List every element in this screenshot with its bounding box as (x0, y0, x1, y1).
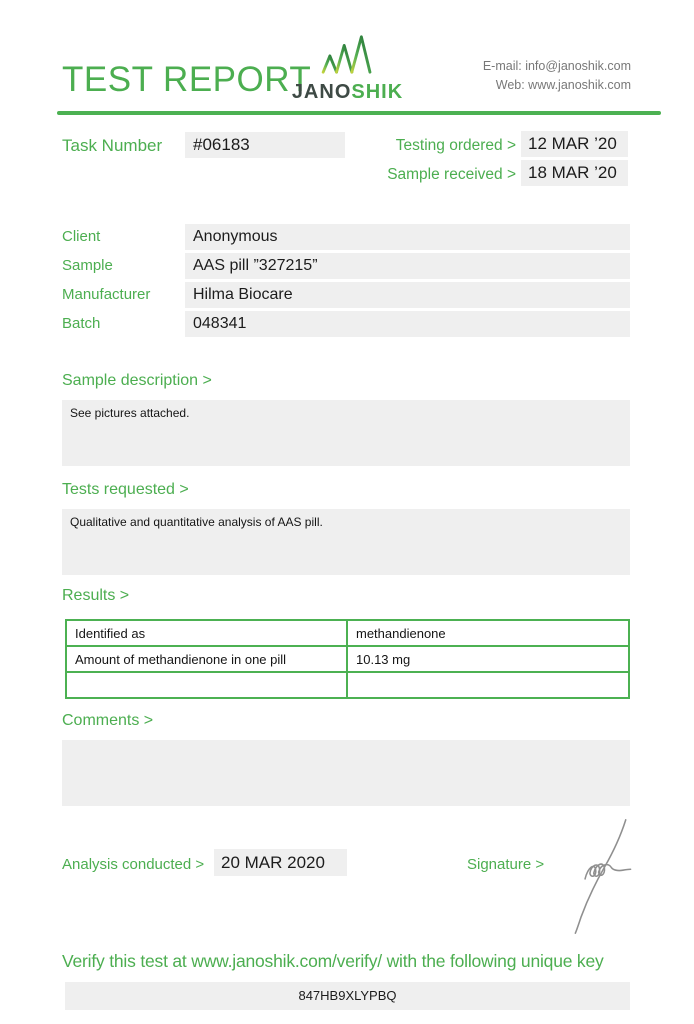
analysis-conducted-date: 20 MAR 2020 (214, 849, 347, 876)
client-value: Anonymous (185, 224, 630, 250)
client-label: Client (62, 228, 101, 245)
result-cell-identified-label: Identified as (66, 620, 347, 646)
results-heading: Results > (62, 587, 130, 604)
testing-ordered-value: 12 MAR ’20 (521, 131, 628, 157)
result-cell-identified-value: methandienone (347, 620, 629, 646)
manufacturer-value: Hilma Biocare (185, 282, 630, 308)
logo-wordmark (290, 81, 405, 104)
tests-requested-heading: Tests requested > (62, 481, 189, 498)
task-number-label: Task Number (62, 136, 163, 155)
comments-box (62, 740, 630, 806)
unique-key-value: 847HB9XLYPBQ (65, 982, 630, 1010)
info-row-client (62, 224, 630, 250)
contact-email: E-mail: info@janoshik.com (482, 59, 631, 73)
logo-text-green: SHIK (351, 81, 404, 103)
table-row (66, 620, 629, 646)
header-divider (57, 111, 661, 115)
result-cell-empty-label (66, 672, 347, 698)
logo (290, 33, 405, 104)
result-cell-empty-value (347, 672, 629, 698)
comments-heading: Comments > (62, 712, 154, 729)
sample-description-heading: Sample description > (62, 372, 212, 389)
contact-info (483, 57, 631, 95)
sample-received-value: 18 MAR ’20 (521, 160, 628, 186)
testing-ordered-label: Testing ordered > (395, 137, 516, 154)
analysis-conducted-label: Analysis conducted > (62, 856, 205, 873)
task-number-value: #06183 (185, 132, 345, 158)
result-cell-amount-label: Amount of methandienone in one pill (66, 646, 347, 672)
table-row (66, 672, 629, 698)
batch-value: 048341 (185, 311, 630, 337)
info-row-manufacturer (62, 282, 630, 308)
table-row (66, 646, 629, 672)
info-row-sample (62, 253, 630, 279)
logo-text-dark: JANO (291, 81, 352, 103)
batch-label: Batch (62, 315, 101, 332)
verify-instruction: Verify this test at www.janoshik.com/verify/ with the following unique key (62, 951, 604, 971)
manufacturer-label: Manufacturer (62, 286, 151, 303)
sample-received-label: Sample received > (387, 166, 516, 183)
info-rows (62, 224, 630, 337)
results-table (65, 619, 630, 699)
tests-requested-box: Qualitative and quantitative analysis of AAS pill. (62, 509, 630, 575)
sample-description-box: See pictures attached. (62, 400, 630, 466)
page-title: TEST REPORT (62, 60, 312, 99)
contact-web: Web: www.janoshik.com (495, 77, 631, 92)
signature-label: Signature > (467, 856, 545, 873)
ascending-chart-peaks-icon (317, 62, 379, 79)
info-row-batch (62, 311, 630, 337)
result-cell-amount-value: 10.13 mg (347, 646, 629, 672)
handwritten-signature (556, 815, 648, 942)
sample-value: AAS pill ”327215” (185, 253, 630, 279)
sample-label: Sample (62, 257, 113, 274)
